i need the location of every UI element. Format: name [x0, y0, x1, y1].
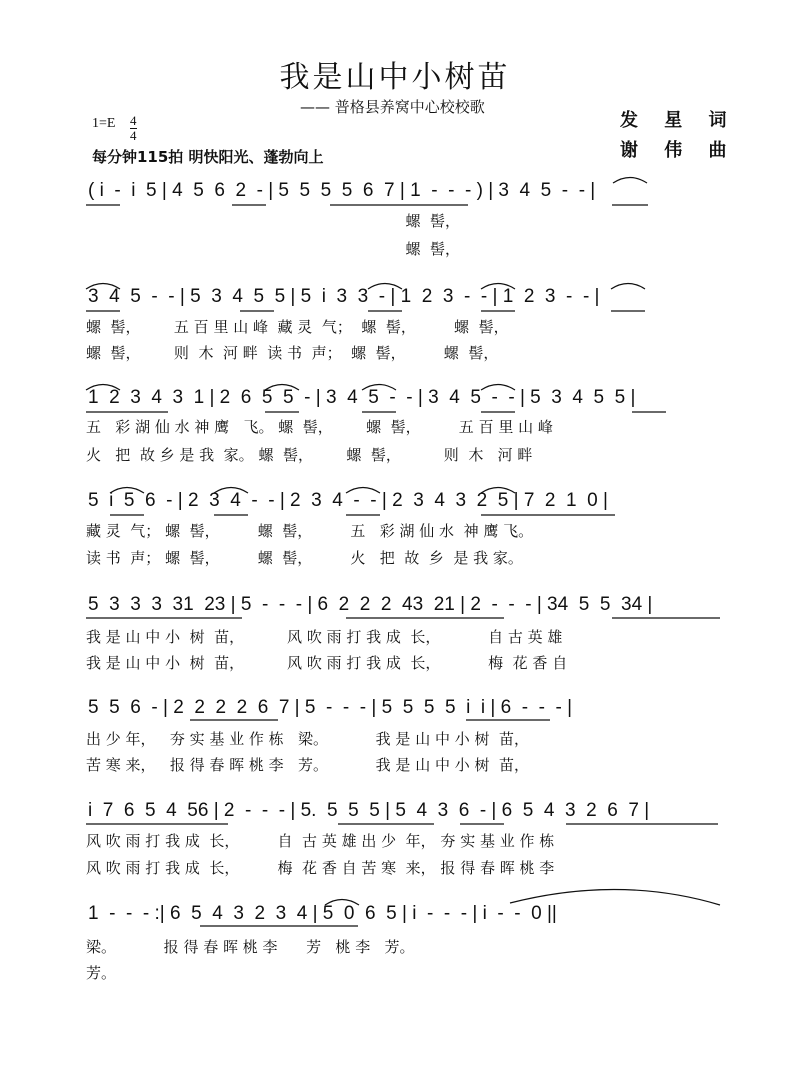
notation-line: 5 5 6 - | 2 2 2 2 6 7 | 5 - - - | 5 5 5 5 i i | 6 - - - |	[88, 697, 573, 718]
lyric-line-verse-1: 风 吹 雨 打 我 成 长， 自 古 英 雄 出 少 年， 夯 实 基 业 作 栋	[86, 832, 555, 850]
lyricist-credit: 发 星 词	[620, 110, 737, 131]
slur-arc	[481, 284, 515, 290]
slur-arc	[510, 889, 720, 905]
lyric-line-verse-2: 芳。	[86, 964, 117, 982]
slur-arc	[481, 385, 515, 391]
lyric-line-verse-2: 我 是 山 中 小 树 苗， 风 吹 雨 打 我 成 长， 梅 花 香 自	[86, 654, 568, 672]
lyric-line-verse-1: 藏 灵 气； 螺 髻， 螺 髻， 五 彩 湖 仙 水 神 鹰 飞。	[86, 522, 534, 540]
song-subtitle: —— 普格县养窝中心校校歌	[300, 98, 485, 116]
slur-arc	[368, 284, 402, 290]
notation-line: 3 4 5 - - | 5 3 4 5 5 | 5 i 3 3 - | 1 2 3 - - | 1 2 3 - - |	[88, 286, 600, 307]
lyric-line-verse-1: 五 彩 湖 仙 水 神 鹰 飞。 螺 髻， 螺 髻， 五 百 里 山 峰	[86, 418, 553, 436]
lyric-line-verse-2: 螺 髻， 则 木 河 畔 读 书 声； 螺 髻， 螺 髻，	[86, 344, 499, 362]
slur-arc	[346, 488, 380, 494]
notation-line: ( i - i 5 | 4 5 6 2 - | 5 5 5 5 6 7 | 1 - - - ) | 3 4 5 - - |	[88, 180, 596, 201]
lyric-line-verse-2: 螺 髻，	[86, 240, 460, 258]
lyric-line-verse-1: 我 是 山 中 小 树 苗， 风 吹 雨 打 我 成 长， 自 古 英 雄	[86, 628, 563, 646]
notation-line: 5 i 5 6 - | 2 3 4 - - | 2 3 4 - - | 2 3 4 3 2 5 | 7 2 1 0 |	[88, 490, 608, 511]
lyric-line-verse-1: 出 少 年， 夯 实 基 业 作 栋 梁。 我 是 山 中 小 树 苗，	[86, 730, 530, 748]
lyric-line-verse-1: 梁。 报 得 春 晖 桃 李 芳 桃 李 芳。	[86, 938, 415, 956]
notation-line: 5 3 3 3 31 23 | 5 - - - | 6 2 2 2 43 21 | 2 - - - | 34 5 5 34 |	[88, 594, 653, 615]
key-signature: 1=E	[92, 116, 116, 131]
lyric-line-verse-1: 螺 髻，	[86, 212, 460, 230]
slur-arc	[265, 385, 299, 391]
lyric-line-verse-2: 火 把 故 乡 是 我 家。 螺 髻， 螺 髻， 则 木 河 畔	[86, 446, 533, 464]
lyric-line-verse-2: 苦 寒 来， 报 得 春 晖 桃 李 芳。 我 是 山 中 小 树 苗，	[86, 756, 530, 774]
slur-arc	[362, 385, 396, 391]
time-signature-bottom: 4	[130, 128, 137, 143]
slur-arc	[325, 900, 359, 906]
slur-arc	[481, 488, 515, 494]
notation-line: 1 2 3 4 3 1 | 2 6 5 5 - | 3 4 5 - - | 3 4 5 - - | 5 3 4 5 5 |	[88, 387, 636, 408]
slur-arc	[613, 178, 647, 184]
composer-credit: 谢 伟 曲	[620, 140, 737, 161]
lyric-line-verse-1: 螺 髻， 五 百 里 山 峰 藏 灵 气； 螺 髻， 螺 髻，	[86, 318, 509, 336]
slur-arc	[86, 385, 120, 391]
slur-arc	[86, 284, 120, 290]
slur-arc	[214, 488, 248, 494]
time-signature-top: 4	[130, 113, 137, 128]
notation-line: 1 - - - :| 6 5 4 3 2 3 4 | 5 0 6 5 | i - - - | i - - 0 ||	[88, 903, 557, 924]
lyric-line-verse-2: 读 书 声； 螺 髻， 螺 髻， 火 把 故 乡 是 我 家。	[86, 549, 523, 567]
song-title: 我是山中小树苗	[279, 60, 511, 95]
lyric-line-verse-2: 风 吹 雨 打 我 成 长， 梅 花 香 自 苦 寒 来， 报 得 春 晖 桃 李	[86, 859, 555, 877]
notation-line: i 7 6 5 4 56 | 2 - - - | 5. 5 5 5 | 5 4 3 6 - | 6 5 4 3 2 6 7 |	[88, 800, 650, 821]
slur-arc	[611, 284, 645, 290]
slur-arc	[110, 488, 144, 494]
tempo-marking: 每分钟115拍 明快阳光、蓬勃向上	[92, 148, 324, 166]
